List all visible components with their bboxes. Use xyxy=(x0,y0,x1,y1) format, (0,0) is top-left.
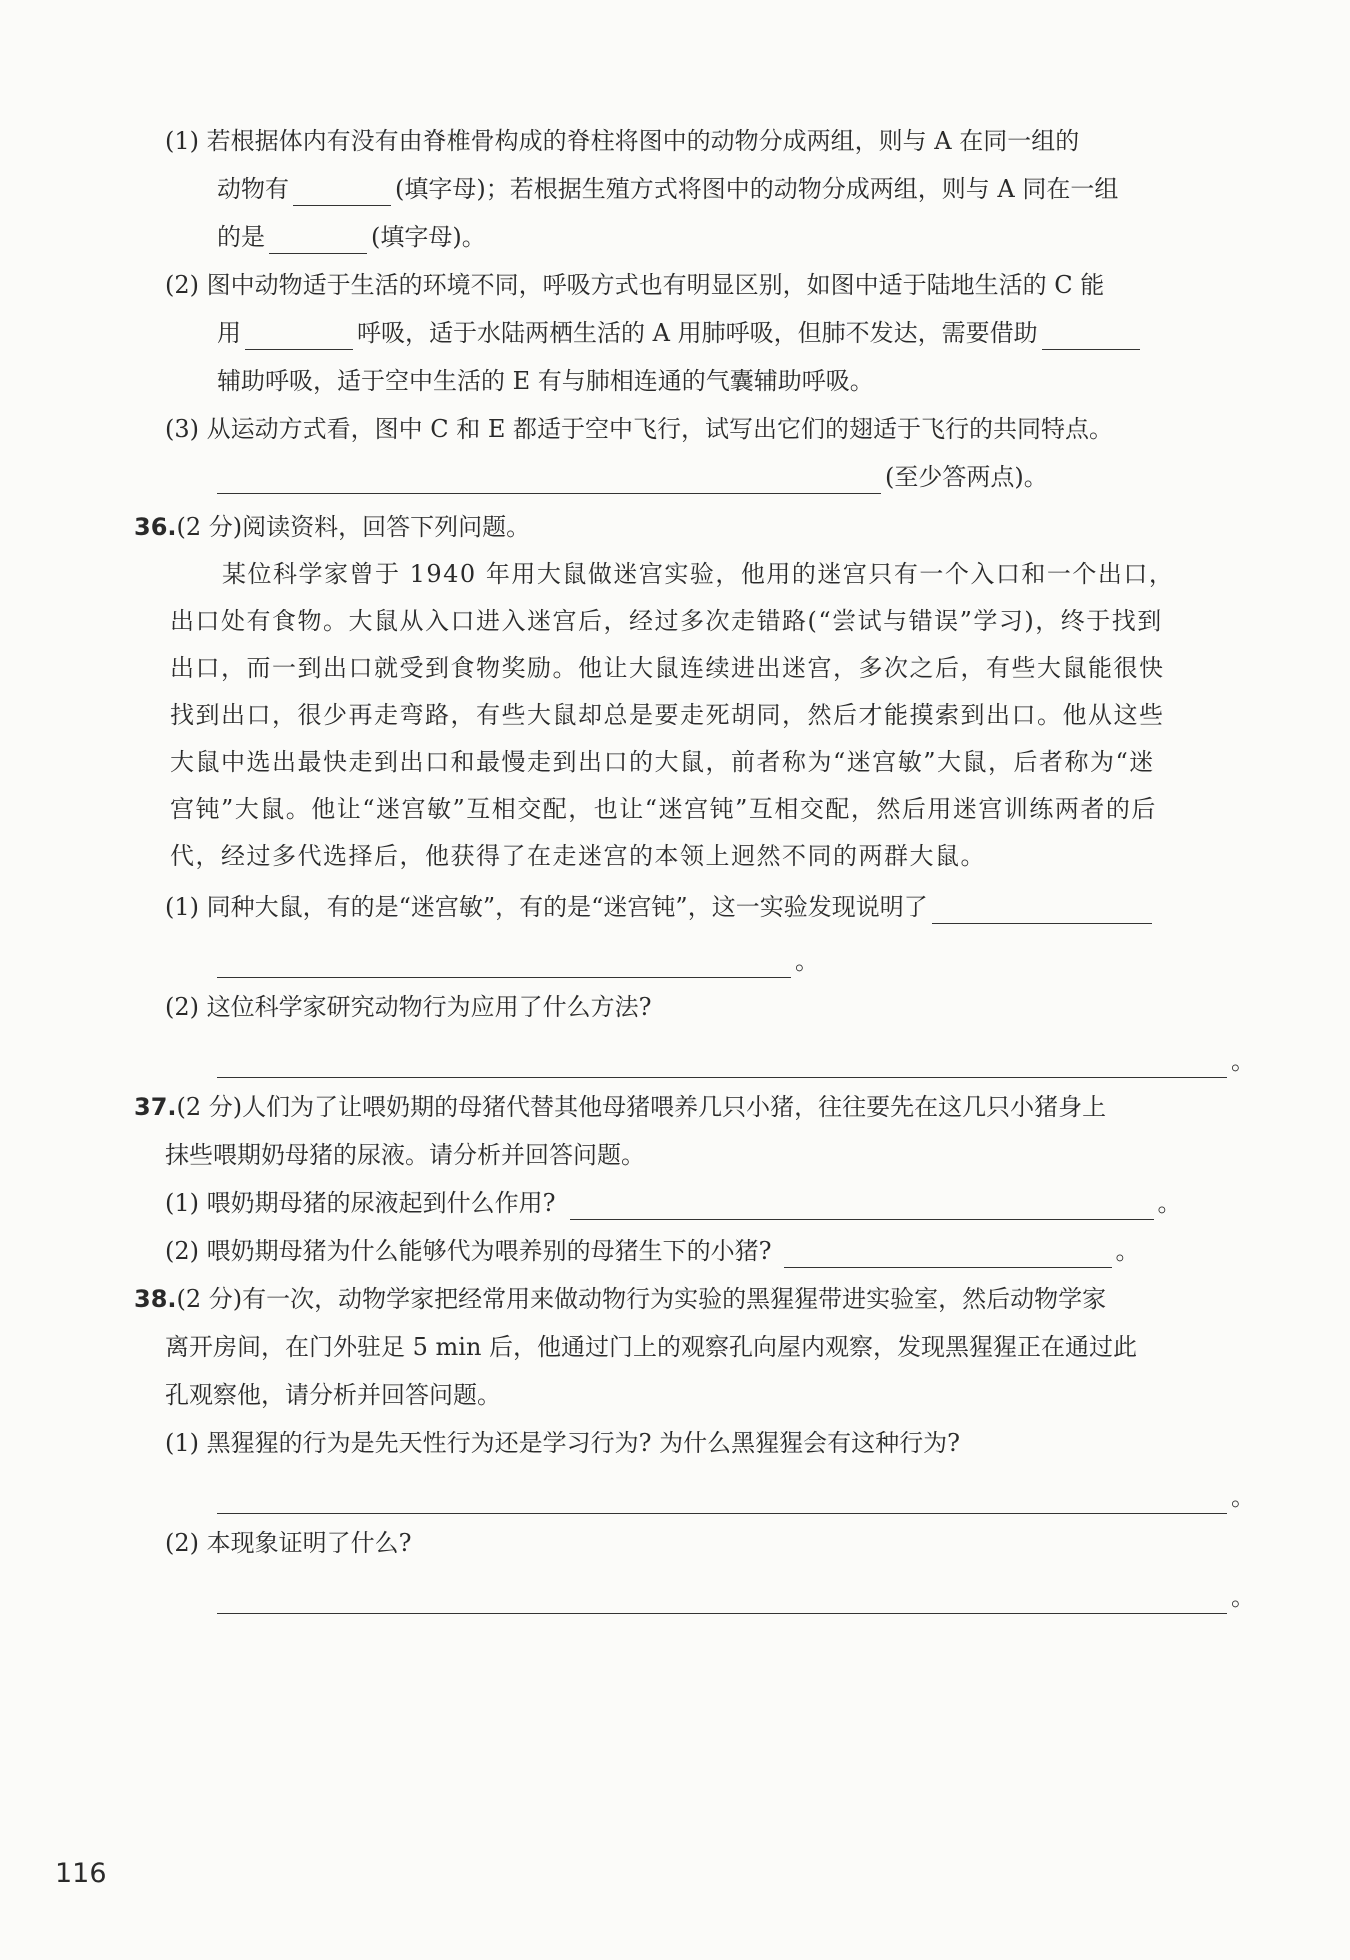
answer-blank[interactable] xyxy=(932,897,1152,924)
q35-part2-line2: 用 呼吸，适于水陆两栖生活的 A 用肺呼吸，但肺不发达，需要借助 xyxy=(217,316,1350,350)
answer-blank[interactable] xyxy=(217,467,881,494)
q37-part2: (2) 喂奶期母猪为什么能够代为喂养别的母猪生下的小猪? 。 xyxy=(165,1234,1350,1268)
q38-stem-line2: 离开房间，在门外驻足 5 min 后，他通过门上的观察孔向屋内观察，发现黑猩猩正在通过此 xyxy=(165,1333,1138,1361)
q36-passage-line3: 出口，而一到出口就受到食物奖励。他让大鼠连续进出迷宫，多次之后，有些大鼠能很快 xyxy=(170,654,1165,682)
q37-stem-line1: 37.(2 分)人们为了让喂奶期的母猪代替其他母猪喂养几只小猪，往往要先在这几只小猪身上 xyxy=(134,1093,1107,1121)
answer-blank[interactable] xyxy=(1042,323,1140,350)
q35-part1-line1: (1) 若根据体内有没有由脊椎骨构成的脊柱将图中的动物分成两组，则与 A 在同一组的 xyxy=(165,127,1080,155)
page-number: 116 xyxy=(55,1858,107,1889)
q36-passage-line7: 代，经过多代选择后，他获得了在走迷宫的本领上迥然不同的两群大鼠。 xyxy=(170,842,986,870)
q36-part2: (2) 这位科学家研究动物行为应用了什么方法? xyxy=(165,993,652,1021)
q36-passage-line4: 找到出口，很少再走弯路，有些大鼠却总是要走死胡同，然后才能摸索到出口。他从这些 xyxy=(170,701,1165,729)
answer-blank[interactable] xyxy=(293,179,391,206)
q38-stem-line1: 38.(2 分)有一次，动物学家把经常用来做动物行为实验的黑猩猩带进实验室，然后动物学家 xyxy=(134,1285,1107,1313)
answer-blank[interactable] xyxy=(269,227,367,254)
q38-stem-line3: 孔观察他，请分析并回答问题。 xyxy=(165,1381,501,1409)
answer-blank[interactable] xyxy=(570,1193,1154,1220)
question-number: 36. xyxy=(134,513,177,541)
q37-stem-line2: 抹些喂期奶母猪的尿液。请分析并回答问题。 xyxy=(165,1141,645,1169)
q35-part1-line3: 的是 (填字母)。 xyxy=(217,220,1350,254)
answer-blank[interactable] xyxy=(217,951,791,978)
q38-part2: (2) 本现象证明了什么? xyxy=(165,1529,412,1557)
question-number: 37. xyxy=(134,1093,177,1121)
q36-passage-line5: 大鼠中选出最快走到出口和最慢走到出口的大鼠，前者称为“迷宫敏”大鼠，后者称为“迷 xyxy=(170,748,1155,776)
q35-part2-line1: (2) 图中动物适于生活的环境不同，呼吸方式也有明显区别，如图中适于陆地生活的 C 能 xyxy=(165,271,1105,299)
q35-part2-line3: 辅助呼吸，适于空中生活的 E 有与肺相连通的气囊辅助呼吸。 xyxy=(217,367,874,395)
q36-passage-line6: 宫钝”大鼠。他让“迷宫敏”互相交配，也让“迷宫钝”互相交配，然后用迷宫训练两者的后 xyxy=(170,795,1157,823)
q36-part2-answer: 。 xyxy=(217,1044,1350,1078)
q37-part1: (1) 喂奶期母猪的尿液起到什么作用? 。 xyxy=(165,1186,1350,1220)
answer-blank[interactable] xyxy=(784,1241,1112,1268)
answer-blank[interactable] xyxy=(217,1587,1227,1614)
q38-part1-answer: 。 xyxy=(217,1480,1350,1514)
q36-part1: (1) 同种大鼠，有的是“迷宫敏”，有的是“迷宫钝”，这一实验发现说明了 xyxy=(165,890,1350,924)
q36-passage-line1: 某位科学家曾于 1940 年用大鼠做迷宫实验，他用的迷宫只有一个入口和一个出口， xyxy=(222,560,1175,588)
q36-stem: 36.(2 分)阅读资料，回答下列问题。 xyxy=(134,513,531,541)
answer-blank[interactable] xyxy=(245,323,353,350)
q36-passage-line2: 出口处有食物。大鼠从入口进入迷宫后，经过多次走错路(“尝试与错误”学习)，终于找到 xyxy=(170,607,1163,635)
q36-part1-answer: 。 xyxy=(217,944,1350,978)
q38-part2-answer: 。 xyxy=(217,1580,1350,1614)
q35-part1-line2: 动物有 (填字母)；若根据生殖方式将图中的动物分成两组，则与 A 同在一组 xyxy=(217,172,1350,206)
answer-blank[interactable] xyxy=(217,1051,1227,1078)
q38-part1: (1) 黑猩猩的行为是先天性行为还是学习行为? 为什么黑猩猩会有这种行为? xyxy=(165,1429,960,1457)
q35-part3-line2: (至少答两点)。 xyxy=(217,460,1350,494)
q35-part3-line1: (3) 从运动方式看，图中 C 和 E 都适于空中飞行，试写出它们的翅适于飞行的共同特点。 xyxy=(165,415,1114,443)
question-number: 38. xyxy=(134,1285,177,1313)
answer-blank[interactable] xyxy=(217,1487,1227,1514)
